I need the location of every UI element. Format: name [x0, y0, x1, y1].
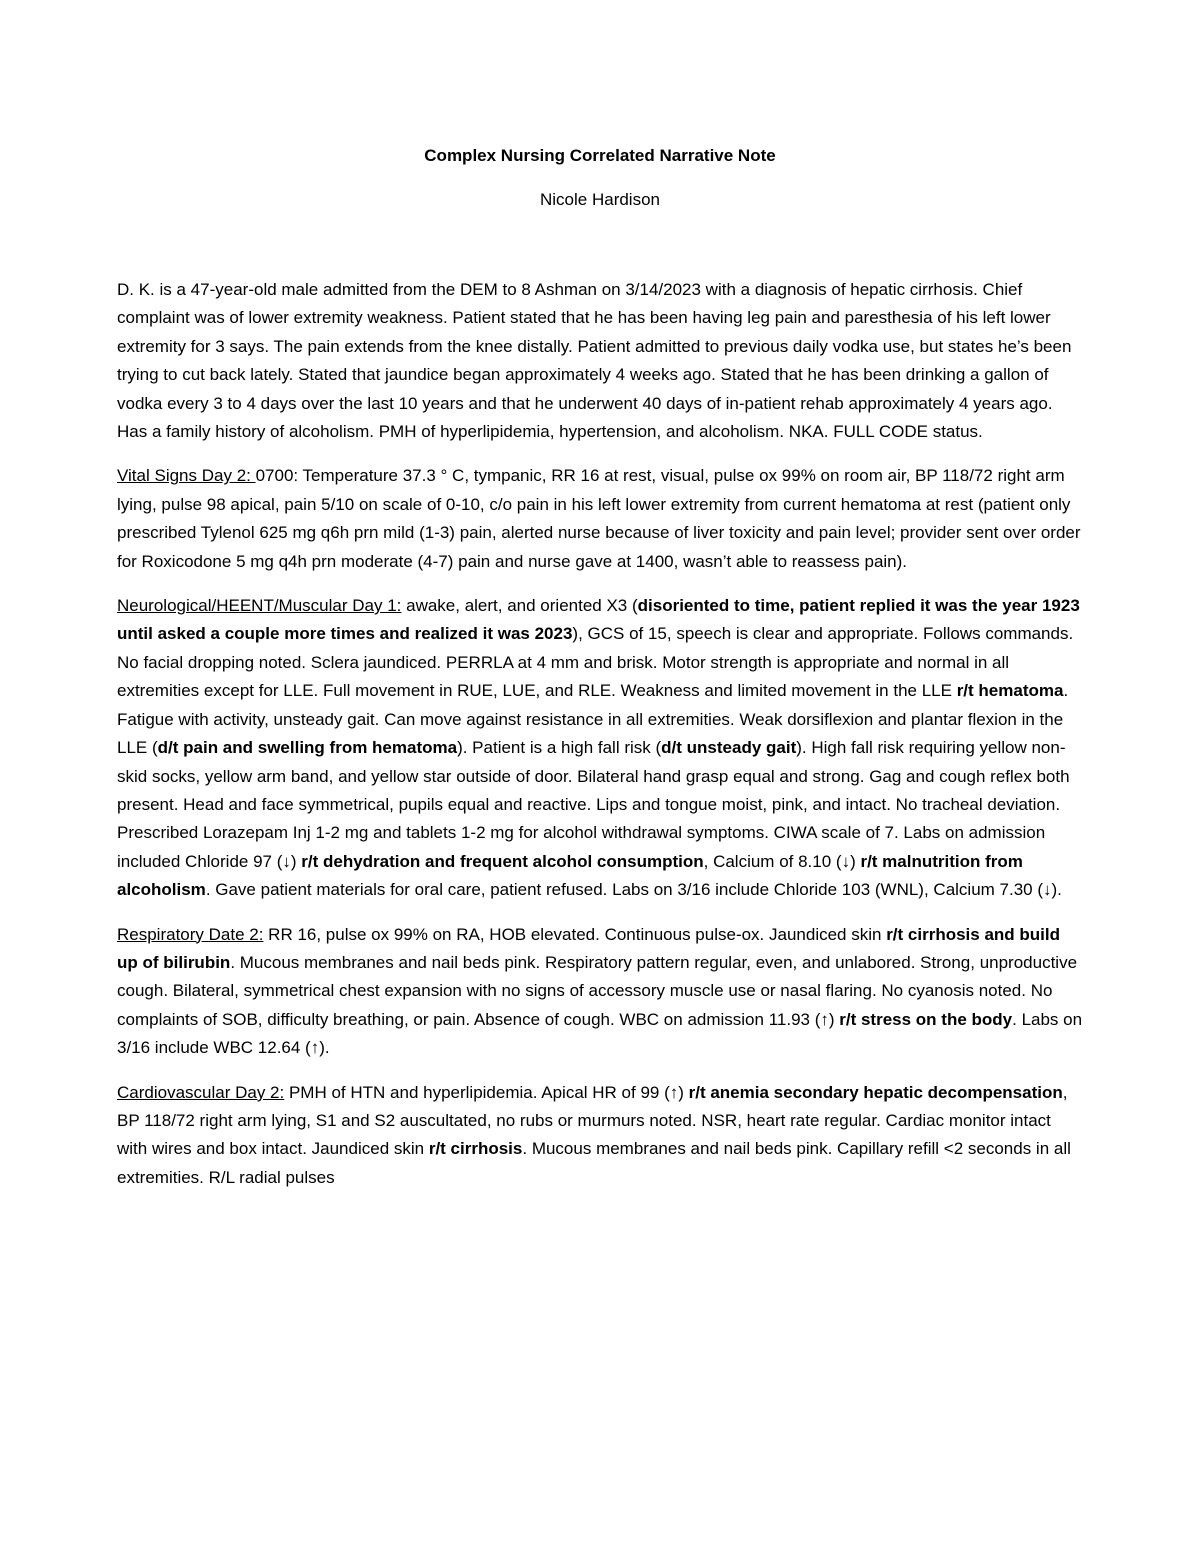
- resp-text-2: . Mucous membranes and nail beds pink. Respiratory pattern regular, even, and unlabored. Strong, unproductive cough. Bilateral, symmetrical chest expansion with no signs of accessory muscle use or nasal flaring. No cyanosis noted. No complaints of SOB, difficulty breathing, or pain. Absence of cough. WBC on admission 11.93 (↑): [117, 952, 1078, 1029]
- cardio-text-1: PMH of HTN and hyperlipidemia. Apical HR of 99 (↑): [284, 1082, 689, 1102]
- paragraph-cardiovascular: [117, 1079, 1083, 1193]
- neuro-text-4: ). Patient is a high fall risk (: [457, 738, 662, 758]
- cardiovascular-heading: Cardiovascular Day 2:: [117, 1082, 285, 1102]
- resp-text-3: . Labs on 3/16 include WBC 12.64 (↑).: [117, 1009, 1083, 1058]
- resp-text-1: RR 16, pulse ox 99% on RA, HOB elevated. Continuous pulse-ox. Jaundiced skin: [263, 924, 887, 944]
- neuro-bold-4: d/t unsteady gait: [661, 738, 797, 758]
- paragraph-admission: [117, 276, 1083, 446]
- respiratory-heading: Respiratory Date 2:: [117, 924, 264, 944]
- resp-bold-2: r/t stress on the body: [839, 1009, 1013, 1029]
- admission-text: D. K. is a 47-year-old male admitted from the DEM to 8 Ashman on 3/14/2023 with a diagnosis of hepatic cirrhosis. Chief complaint was of lower extremity weakness. Patient stated that he has been having leg pain and paresthesia of his left lower extremity for 3 says. The pain extends from the knee distally. Patient admitted to previous daily vodka use, but states he’s been trying to cut back lately. Stated that jaundice began approximately 4 weeks ago. Stated that he has been drinking a gallon of vodka every 3 to 4 days over the last 10 years and that he underwent 40 days of in-patient rehab approximately 4 years ago. Has a family history of alcoholism. PMH of hyperlipidemia, hypertension, and alcoholism. NKA. FULL CODE status.: [117, 280, 1072, 442]
- neurological-heading: Neurological/HEENT/Muscular Day 1:: [117, 596, 402, 616]
- cardio-text-2: , BP 118/72 right arm lying, S1 and S2 auscultated, no rubs or murmurs noted. NSR, heart rate regular. Cardiac monitor intact with wires and box intact. Jaundiced skin: [117, 1082, 1068, 1159]
- neuro-text-2: ), GCS of 15, speech is clear and appropriate. Follows commands. No facial dropping noted. Sclera jaundiced. PERRLA at 4 mm and brisk. Motor strength is appropriate and normal in all extremities except for LLE. Full movement in RUE, LUE, and RLE. Weakness and limited movement in the LLE: [117, 624, 1074, 701]
- neuro-bold-3: d/t pain and swelling from hematoma: [157, 738, 458, 758]
- neuro-text-6: , Calcium of 8.10 (↓): [703, 851, 861, 871]
- neuro-text-3: . Fatigue with activity, unsteady gait. Can move against resistance in all extremities. Weak dorsiflexion and plantar flexion in the LLE (: [117, 681, 1069, 758]
- vital-signs-text: 0700: Temperature 37.3 ° C, tympanic, RR 16 at rest, visual, pulse ox 99% on room air, BP 118/72 right arm lying, pulse 98 apical, pain 5/10 on scale of 0-10, c/o pain in his left lower extremity from current hematoma at rest (patient only prescribed Tylenol 625 mg q6h prn mild (1-3) pain, alerted nurse because of liver toxicity and pain level; provider sent over order for Roxicodone 5 mg q4h prn moderate (4-7) pain and nurse gave at 1400, wasn’t able to reassess pain).: [117, 466, 1081, 571]
- document-title: Complex Nursing Correlated Narrative Note: [424, 146, 776, 165]
- neuro-bold-1: disoriented to time, patient replied it was the year 1923 until asked a couple more times and realized it was 2023: [117, 596, 1080, 644]
- neuro-text-5: ). High fall risk requiring yellow non-skid socks, yellow arm band, and yellow star outside of door. Bilateral hand grasp equal and strong. Gag and cough reflex both present. Head and face symmetrical, pupils equal and reactive. Lips and tongue moist, pink, and intact. No tracheal deviation. Prescribed Lorazepam Inj 1-2 mg and tablets 1-2 mg for alcohol withdrawal symptoms. CIWA scale of 7. Labs on admission included Chloride 97 (↓): [117, 738, 1070, 871]
- neuro-bold-2: r/t hematoma: [956, 681, 1064, 701]
- paragraph-vital-signs: [117, 462, 1083, 576]
- document-author: Nicole Hardison: [540, 190, 660, 209]
- paragraph-respiratory: [117, 921, 1083, 1063]
- document-body: [117, 276, 1083, 1208]
- vital-signs-heading: Vital Signs Day 2:: [117, 466, 256, 486]
- cardio-bold-1: r/t anemia secondary hepatic decompensation: [688, 1082, 1063, 1102]
- neuro-bold-6: r/t malnutrition from alcoholism: [117, 851, 1023, 900]
- neuro-text-1: awake, alert, and oriented X3 (: [401, 596, 638, 616]
- cardio-text-3: . Mucous membranes and nail beds pink. Capillary refill <2 seconds in all extremities. R/L radial pulses: [117, 1139, 1071, 1187]
- paragraph-neurological: [117, 592, 1083, 904]
- resp-bold-1: r/t cirrhosis and build up of bilirubin: [117, 924, 1060, 972]
- neuro-text-7: . Gave patient materials for oral care, patient refused. Labs on 3/16 include Chloride 103 (WNL), Calcium 7.30 (↓).: [205, 880, 1062, 900]
- cardio-bold-2: r/t cirrhosis: [428, 1139, 523, 1159]
- neuro-bold-5: r/t dehydration and frequent alcohol consumption: [301, 851, 704, 871]
